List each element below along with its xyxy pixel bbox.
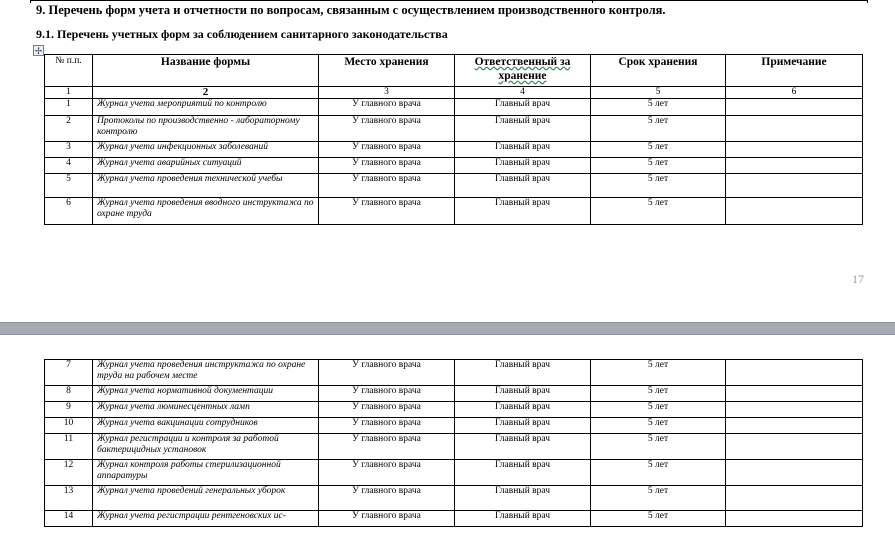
responsible-person: Главный врач bbox=[455, 511, 591, 527]
document-page-2 bbox=[0, 335, 895, 536]
responsible-person: Главный врач bbox=[455, 198, 591, 225]
storage-place: У главного врача bbox=[319, 402, 455, 418]
storage-place: У главного врача bbox=[319, 116, 455, 142]
note-cell bbox=[726, 386, 863, 402]
retention-term: 5 лет bbox=[591, 434, 726, 460]
responsible-person: Главный врач bbox=[455, 116, 591, 142]
storage-place: У главного врача bbox=[319, 434, 455, 460]
accounting-forms-table bbox=[44, 54, 863, 225]
storage-place: У главного врача bbox=[319, 174, 455, 198]
form-name: Журнал учета проведения инструктажа по охране труда на рабочем месте bbox=[93, 360, 319, 386]
column-index: 6 bbox=[726, 87, 863, 99]
rule-tick bbox=[30, 0, 31, 3]
header-responsible: Ответственный за хранение bbox=[455, 55, 591, 87]
note-cell bbox=[726, 402, 863, 418]
row-number: 9 bbox=[45, 402, 93, 418]
note-cell bbox=[726, 158, 863, 174]
column-index: 3 bbox=[319, 87, 455, 99]
table-row bbox=[45, 198, 863, 225]
responsible-person: Главный врач bbox=[455, 486, 591, 511]
retention-term: 5 лет bbox=[591, 142, 726, 158]
table-row bbox=[45, 142, 863, 158]
row-number: 8 bbox=[45, 386, 93, 402]
storage-place: У главного врача bbox=[319, 99, 455, 116]
note-cell bbox=[726, 116, 863, 142]
storage-place: У главного врача bbox=[319, 158, 455, 174]
header-place: Место хранения bbox=[319, 55, 455, 87]
table-row bbox=[45, 486, 863, 511]
retention-term: 5 лет bbox=[591, 158, 726, 174]
retention-term: 5 лет bbox=[591, 486, 726, 511]
form-name: Журнал контроля работы стерилизационной аппаратуры bbox=[93, 460, 319, 486]
form-name: Журнал учета нормативной документации bbox=[93, 386, 319, 402]
row-number: 11 bbox=[45, 434, 93, 460]
row-number: 10 bbox=[45, 418, 93, 434]
table-row bbox=[45, 386, 863, 402]
row-number: 7 bbox=[45, 360, 93, 386]
retention-term: 5 лет bbox=[591, 402, 726, 418]
storage-place: У главного врача bbox=[319, 142, 455, 158]
page-number: 17 bbox=[852, 272, 864, 286]
row-number: 12 bbox=[45, 460, 93, 486]
form-name: Журнал учета регистрации рентгеновских ис- bbox=[93, 511, 319, 527]
retention-term: 5 лет bbox=[591, 360, 726, 386]
form-name: Журнал регистрации и контроля за работой бактерицидных установок bbox=[93, 434, 319, 460]
table-header-row bbox=[45, 55, 863, 87]
table-row bbox=[45, 434, 863, 460]
note-cell bbox=[726, 486, 863, 511]
header-note: Примечание bbox=[726, 55, 863, 87]
accounting-forms-table-continued bbox=[44, 359, 863, 527]
responsible-person: Главный врач bbox=[455, 174, 591, 198]
retention-term: 5 лет bbox=[591, 418, 726, 434]
table-move-handle-icon[interactable]: ✢ bbox=[34, 46, 43, 56]
responsible-person: Главный врач bbox=[455, 460, 591, 486]
storage-place: У главного врача bbox=[319, 460, 455, 486]
column-index-row bbox=[45, 87, 863, 99]
responsible-person: Главный врач bbox=[455, 99, 591, 116]
table-row bbox=[45, 402, 863, 418]
form-name: Журнал учета инфекционных заболеваний bbox=[93, 142, 319, 158]
storage-place: У главного врача bbox=[319, 418, 455, 434]
note-cell bbox=[726, 511, 863, 527]
storage-place: У главного врача bbox=[319, 486, 455, 511]
page-top-rule bbox=[30, 0, 868, 1]
row-number: 14 bbox=[45, 511, 93, 527]
responsible-person: Главный врач bbox=[455, 158, 591, 174]
note-cell bbox=[726, 418, 863, 434]
responsible-person: Главный врач bbox=[455, 434, 591, 460]
table-row bbox=[45, 99, 863, 116]
row-number: 6 bbox=[45, 198, 93, 225]
note-cell bbox=[726, 174, 863, 198]
table-row bbox=[45, 460, 863, 486]
form-name: Журнал учета проведений генеральных уборок bbox=[93, 486, 319, 511]
table-row bbox=[45, 158, 863, 174]
note-cell bbox=[726, 434, 863, 460]
subsection-heading: 9.1. Перечень учетных форм за соблюдением санитарного законодательства bbox=[36, 27, 448, 41]
form-name: Журнал учета проведения технической учебы bbox=[93, 174, 319, 198]
retention-term: 5 лет bbox=[591, 99, 726, 116]
column-index: 4 bbox=[455, 87, 591, 99]
retention-term: 5 лет bbox=[591, 460, 726, 486]
table-row bbox=[45, 174, 863, 198]
retention-term: 5 лет bbox=[591, 198, 726, 225]
responsible-person: Главный врач bbox=[455, 418, 591, 434]
storage-place: У главного врача bbox=[319, 198, 455, 225]
retention-term: 5 лет bbox=[591, 386, 726, 402]
row-number: 3 bbox=[45, 142, 93, 158]
section-heading: 9. Перечень форм учета и отчетности по вопросам, связанным с осуществлением производственного контроля. bbox=[36, 3, 666, 17]
row-number: 5 bbox=[45, 174, 93, 198]
storage-place: У главного врача bbox=[319, 360, 455, 386]
form-name: Журнал учета проведения вводного инструктажа по охране труда bbox=[93, 198, 319, 225]
responsible-person: Главный врач bbox=[455, 402, 591, 418]
column-index: 5 bbox=[591, 87, 726, 99]
form-name: Журнал учета вакцинации сотрудников bbox=[93, 418, 319, 434]
column-index: 2 bbox=[93, 87, 319, 99]
header-term: Срок хранения bbox=[591, 55, 726, 87]
table-row bbox=[45, 418, 863, 434]
responsible-person: Главный врач bbox=[455, 360, 591, 386]
note-cell bbox=[726, 198, 863, 225]
form-name: Журнал учета мероприятий по контролю bbox=[93, 99, 319, 116]
note-cell bbox=[726, 99, 863, 116]
responsible-person: Главный врач bbox=[455, 142, 591, 158]
retention-term: 5 лет bbox=[591, 511, 726, 527]
row-number: 2 bbox=[45, 116, 93, 142]
row-number: 13 bbox=[45, 486, 93, 511]
form-name: Журнал учета аварийных ситуаций bbox=[93, 158, 319, 174]
form-name: Протоколы по производственно - лабораторному контролю bbox=[93, 116, 319, 142]
storage-place: У главного врача bbox=[319, 386, 455, 402]
page-break-gap bbox=[0, 322, 895, 335]
header-num: № п.п. bbox=[45, 55, 93, 87]
table-row bbox=[45, 511, 863, 527]
row-number: 1 bbox=[45, 99, 93, 116]
table-row bbox=[45, 360, 863, 386]
header-name: Название формы bbox=[93, 55, 319, 87]
retention-term: 5 лет bbox=[591, 116, 726, 142]
column-index: 1 bbox=[45, 87, 93, 99]
storage-place: У главного врача bbox=[319, 511, 455, 527]
retention-term: 5 лет bbox=[591, 174, 726, 198]
row-number: 4 bbox=[45, 158, 93, 174]
rule-tick bbox=[867, 0, 868, 3]
responsible-person: Главный врач bbox=[455, 386, 591, 402]
note-cell bbox=[726, 460, 863, 486]
form-name: Журнал учета люминесцентных ламп bbox=[93, 402, 319, 418]
note-cell bbox=[726, 142, 863, 158]
table-row bbox=[45, 116, 863, 142]
note-cell bbox=[726, 360, 863, 386]
